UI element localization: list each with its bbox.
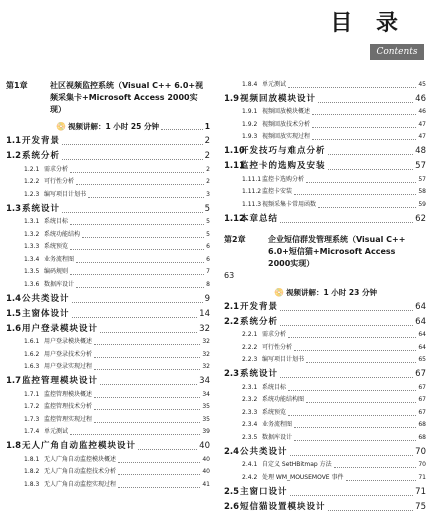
entry-number: 2.2.2 xyxy=(242,343,258,351)
entry-number: 1.10 xyxy=(224,146,245,156)
entry-page: 48 xyxy=(415,146,426,156)
toc-entry[interactable] xyxy=(224,366,426,381)
dot-leader xyxy=(76,287,204,288)
dot-leader xyxy=(161,129,203,130)
entry-page: 57 xyxy=(415,161,426,171)
toc-entry[interactable] xyxy=(6,478,210,491)
entry-number: 1.9.3 xyxy=(242,133,258,140)
toc-entry[interactable] xyxy=(224,211,426,226)
entry-number: 2.2.1 xyxy=(242,331,258,338)
entry-title: 系统设计 xyxy=(240,369,279,379)
entry-number: 2.4.2 xyxy=(242,473,258,481)
toc-entry[interactable] xyxy=(224,444,426,459)
entry-title: 视频回放模块概述 xyxy=(262,108,311,115)
entry-page: 7 xyxy=(206,268,210,275)
entry-title: 无人广角自动监控模块设计 xyxy=(22,441,137,451)
entry-title: 用户登录实现过程 xyxy=(44,363,93,370)
entry-number: 2.6 xyxy=(224,501,240,512)
dot-leader xyxy=(70,434,200,435)
entry-page: 14 xyxy=(199,308,210,319)
entry-number: 2.2.3 xyxy=(242,356,258,363)
entry-page: 57 xyxy=(418,175,426,183)
entry-number: 2.3.4 xyxy=(242,421,258,428)
toc-entry[interactable] xyxy=(224,431,426,444)
entry-page: 32 xyxy=(202,350,210,358)
entry-title: 系统功能结构 xyxy=(44,230,81,238)
entry-number: 1.2 xyxy=(6,151,22,161)
entry-number: 1.11.2 xyxy=(242,188,262,195)
entry-page: 8 xyxy=(206,280,210,288)
entry-number: 1.3 xyxy=(6,203,22,214)
entry-number: 1.8.1 xyxy=(24,455,40,463)
entry-number: 1.3.3 xyxy=(24,243,40,250)
dot-leader xyxy=(280,310,413,311)
toc-entry[interactable] xyxy=(6,201,210,216)
entry-page: 6 xyxy=(206,243,210,250)
chapter-number: 第2章 xyxy=(224,234,246,244)
entry-title: 监控管理模块设计 xyxy=(22,376,99,386)
toc-entry[interactable] xyxy=(224,143,426,158)
entry-title: 主窗口设计 xyxy=(240,486,288,497)
entry-page: 3 xyxy=(206,190,210,198)
entry-title: 数据库设计 xyxy=(262,433,293,441)
entry-title: 业务流程图 xyxy=(44,255,75,263)
dot-leader xyxy=(288,390,416,391)
dot-leader xyxy=(82,237,204,238)
entry-page: 70 xyxy=(418,461,426,468)
dot-leader xyxy=(70,172,204,173)
toc-entry[interactable] xyxy=(224,299,426,314)
dot-leader xyxy=(318,102,413,103)
dot-leader xyxy=(294,350,416,351)
entry-number: 1.11 xyxy=(224,161,245,171)
toc-entry[interactable] xyxy=(6,306,210,321)
entry-title: 视频回放技术分析 xyxy=(262,120,311,128)
dot-leader xyxy=(138,449,197,450)
entry-number: 1.3.4 xyxy=(24,255,40,263)
entry-page: 35 xyxy=(202,403,210,410)
entry-page: 47 xyxy=(418,120,426,128)
entry-title: 系统分析 xyxy=(240,316,279,327)
entry-number: 2.5 xyxy=(224,486,240,497)
toc-entry[interactable] xyxy=(6,188,210,201)
entry-title: 单元测试 xyxy=(262,80,287,88)
toc-entry[interactable] xyxy=(6,163,210,176)
toc-entry[interactable] xyxy=(224,499,426,514)
entry-title: 业务流程图 xyxy=(262,421,293,428)
entry-number: 1.11.1 xyxy=(242,175,262,183)
entry-number: 1.8.3 xyxy=(24,480,40,488)
dot-leader xyxy=(312,127,416,128)
entry-title: 自定义 SetHBitmap 方法 xyxy=(262,461,332,468)
entry-page: 47 xyxy=(418,133,426,140)
entry-page: 68 xyxy=(418,421,426,428)
entry-title: 数据库设计 xyxy=(44,280,75,288)
toc-entry[interactable] xyxy=(6,266,210,279)
entry-number: 1.7 xyxy=(6,376,22,386)
dot-leader xyxy=(346,480,417,481)
toc-entry[interactable] xyxy=(224,341,426,354)
entry-page: 45 xyxy=(418,80,426,88)
entry-title: 无人广角自动监控模块概述 xyxy=(44,455,117,463)
toc-entry[interactable] xyxy=(224,91,426,106)
toc-entry[interactable] xyxy=(224,419,426,432)
dot-leader xyxy=(94,357,200,358)
entry-page: 70 xyxy=(415,446,426,457)
entry-title: 监控卡选购分析 xyxy=(262,175,305,183)
entry-page: 64 xyxy=(415,301,426,312)
entry-page: 67 xyxy=(415,369,426,379)
entry-title: 短信猫设置模块设计 xyxy=(240,501,326,512)
entry-number: 1.9 xyxy=(224,93,240,104)
video-disc-icon: 📀 xyxy=(274,287,284,297)
toc-entry[interactable] xyxy=(6,438,210,453)
toc-entry[interactable] xyxy=(6,176,210,189)
toc-right-column xyxy=(224,78,426,514)
toc-entry[interactable] xyxy=(6,373,210,388)
entry-number: 1.7.3 xyxy=(24,415,40,423)
dot-leader xyxy=(62,212,203,213)
dot-leader xyxy=(94,409,200,410)
entry-title: 系统预览 xyxy=(44,243,69,250)
entry-title: 编码规则 xyxy=(44,268,69,275)
entry-title: 用户登录技术分析 xyxy=(44,350,93,358)
entry-number: 1.3.5 xyxy=(24,268,40,275)
toc-left-column xyxy=(6,78,210,491)
entry-title: 用户登录模块概述 xyxy=(44,338,93,345)
entry-page: 32 xyxy=(202,363,210,370)
entry-number: 1.8.2 xyxy=(24,468,40,475)
entry-title: 视频采集卡常用函数 xyxy=(262,200,317,208)
entry-number: 1.6.1 xyxy=(24,338,40,345)
entry-number: 2.3.5 xyxy=(242,433,258,441)
entry-title: 可行性分析 xyxy=(262,343,293,351)
dot-leader xyxy=(318,207,416,208)
toc-entry[interactable] xyxy=(6,388,210,401)
entry-page: 67 xyxy=(418,396,426,403)
entry-number: 1.2.1 xyxy=(24,165,40,173)
entry-number: 1.2.3 xyxy=(24,190,40,198)
dot-leader xyxy=(118,474,200,475)
entry-number: 1.8 xyxy=(6,441,22,451)
page-title: 目 录 xyxy=(330,11,406,36)
toc-entry[interactable] xyxy=(224,484,426,499)
toc-entry[interactable] xyxy=(224,78,426,91)
entry-number: 1.6.3 xyxy=(24,363,40,370)
dot-leader xyxy=(334,467,417,468)
toc-entry[interactable] xyxy=(6,133,210,148)
entry-page: 46 xyxy=(418,108,426,115)
entry-number: 1.8.4 xyxy=(242,80,258,88)
entry-title: 需求分析 xyxy=(44,165,69,173)
entry-title: 开发背景 xyxy=(22,136,61,146)
entry-title: 系统目标 xyxy=(262,383,287,391)
entry-page: 40 xyxy=(202,455,210,463)
entry-page: 2 xyxy=(206,165,210,173)
entry-title: 无人广角自动监控实现过程 xyxy=(44,480,117,488)
dot-leader xyxy=(72,317,198,318)
entry-page: 68 xyxy=(418,433,426,441)
entry-title: 可行性分析 xyxy=(44,178,75,185)
dot-leader xyxy=(288,337,416,338)
entry-title: 视频回放模块设计 xyxy=(240,93,317,104)
dot-leader xyxy=(70,249,204,250)
toc-entry[interactable] xyxy=(6,426,210,439)
video-duration-text: 视频讲解：1 小时 23 分钟 xyxy=(285,287,377,297)
dot-leader xyxy=(94,344,200,345)
toc-entry[interactable] xyxy=(224,459,426,472)
entry-title: 开发背景 xyxy=(240,301,279,312)
dot-leader xyxy=(94,422,200,423)
dot-leader xyxy=(306,182,416,183)
toc-entry[interactable] xyxy=(6,241,210,254)
toc-entry[interactable] xyxy=(224,329,426,342)
entry-page: 75 xyxy=(415,501,426,512)
dot-leader xyxy=(94,397,200,398)
entry-number: 1.6 xyxy=(6,323,22,334)
contents-badge: Contents xyxy=(370,44,424,60)
toc-entry[interactable] xyxy=(224,406,426,419)
entry-page: 35 xyxy=(202,415,210,423)
dot-leader xyxy=(62,144,203,145)
toc-entry[interactable] xyxy=(224,198,426,211)
dot-leader xyxy=(118,462,200,463)
entry-page: 62 xyxy=(415,213,426,224)
toc-entry[interactable] xyxy=(224,354,426,367)
entry-title: 系统设计 xyxy=(22,203,61,214)
entry-number: 1.9.1 xyxy=(242,108,258,115)
entry-page: 2 xyxy=(204,151,210,161)
toc-entry[interactable] xyxy=(6,453,210,466)
chapter-heading[interactable] xyxy=(224,234,426,282)
entry-title: 主窗体设计 xyxy=(22,308,70,319)
entry-title: 编写项目计划书 xyxy=(262,356,305,363)
entry-number: 1.11.3 xyxy=(242,200,262,208)
entry-title: 编写项目计划书 xyxy=(44,190,87,198)
dot-leader xyxy=(294,194,416,195)
toc-entry[interactable] xyxy=(224,394,426,407)
dot-leader xyxy=(76,184,204,185)
entry-page: 71 xyxy=(418,473,426,481)
dot-leader xyxy=(312,139,416,140)
dot-leader xyxy=(306,362,416,363)
toc-entry[interactable] xyxy=(224,173,426,186)
entry-page: 34 xyxy=(202,390,210,398)
entry-page: 59 xyxy=(418,200,426,208)
chapter-heading[interactable] xyxy=(6,80,210,116)
toc-entry[interactable] xyxy=(6,413,210,426)
entry-title: 系统目标 xyxy=(44,218,69,225)
entry-number: 1.5 xyxy=(6,308,22,319)
entry-number: 2.4 xyxy=(224,446,240,457)
entry-page: 64 xyxy=(415,316,426,327)
dot-leader xyxy=(290,455,414,456)
dot-leader xyxy=(72,302,203,303)
toc-entry[interactable] xyxy=(6,466,210,479)
entry-number: 1.12 xyxy=(224,213,245,224)
entry-page: 5 xyxy=(206,230,210,238)
toc-entry[interactable] xyxy=(224,471,426,484)
entry-page: 2 xyxy=(206,178,210,185)
dot-leader xyxy=(280,377,413,378)
entry-page: 65 xyxy=(418,356,426,363)
toc-entry[interactable] xyxy=(6,278,210,291)
toc-entry[interactable] xyxy=(6,361,210,374)
entry-page: 40 xyxy=(202,468,210,475)
entry-page: 67 xyxy=(418,408,426,416)
entry-title: 系统分析 xyxy=(22,151,61,161)
toc-list xyxy=(224,78,426,226)
entry-title: 需求分析 xyxy=(262,331,287,338)
dot-leader xyxy=(328,169,414,170)
dot-leader xyxy=(76,262,204,263)
toc-entry[interactable] xyxy=(224,381,426,394)
entry-number: 1.6.2 xyxy=(24,350,40,358)
entry-title: 监控管理技术分析 xyxy=(44,403,93,410)
entry-page: 41 xyxy=(202,480,210,488)
dot-leader xyxy=(280,222,413,223)
video-duration-text: 视频讲解：1 小时 25 分钟 xyxy=(67,122,159,131)
entry-title: 本章总结 xyxy=(240,213,279,224)
dot-leader xyxy=(294,427,416,428)
dot-leader xyxy=(100,332,197,333)
video-duration-line xyxy=(6,119,210,133)
entry-page: 64 xyxy=(418,331,426,338)
entry-number: 1.7.2 xyxy=(24,403,40,410)
toc-entry[interactable] xyxy=(6,291,210,306)
video-page: 1 xyxy=(204,122,210,131)
entry-number: 1.7.4 xyxy=(24,428,40,435)
entry-page: 71 xyxy=(415,486,426,497)
entry-page: 64 xyxy=(418,343,426,351)
chapter-title: 企业短信群发管理系统（Visual C++ 6.0+短信猫+Microsoft Access 2000实现） xyxy=(268,234,406,268)
dot-leader xyxy=(312,114,416,115)
entry-page: 46 xyxy=(415,93,426,104)
entry-title: 处理 WM_MOUSEMOVE 事件 xyxy=(262,473,344,481)
dot-leader xyxy=(328,510,414,511)
entry-page: 34 xyxy=(199,376,210,386)
dot-leader xyxy=(288,415,416,416)
entry-page: 40 xyxy=(199,441,210,451)
toc-entry[interactable] xyxy=(6,348,210,361)
entry-number: 1.2.2 xyxy=(24,178,40,185)
dot-leader xyxy=(290,495,414,496)
dot-leader xyxy=(70,224,204,225)
entry-number: 1.3.2 xyxy=(24,230,40,238)
entry-title: 监控管理模块概述 xyxy=(44,390,93,398)
toc-entry[interactable] xyxy=(224,158,426,173)
toc-entry[interactable] xyxy=(224,118,426,131)
entry-title: 系统预览 xyxy=(262,408,287,416)
dot-leader xyxy=(62,159,203,160)
toc-entry[interactable] xyxy=(224,106,426,119)
dot-leader xyxy=(118,487,200,488)
toc-entry[interactable] xyxy=(6,253,210,266)
dot-leader xyxy=(70,274,204,275)
entry-page: 32 xyxy=(199,323,210,334)
entry-page: 2 xyxy=(204,136,210,146)
entry-page: 5 xyxy=(206,218,210,225)
entry-title: 公共类设计 xyxy=(240,446,288,457)
dot-leader xyxy=(288,87,416,88)
entry-number: 2.3.1 xyxy=(242,383,258,391)
entry-title: 开发技巧与难点分析 xyxy=(240,146,326,156)
entry-number: 1.1 xyxy=(6,136,22,146)
entry-title: 无人广角自动监控技术分析 xyxy=(44,468,117,475)
toc-entry[interactable] xyxy=(6,321,210,336)
toc-entry[interactable] xyxy=(224,131,426,144)
toc-entry[interactable] xyxy=(224,314,426,329)
chapter-page: 63 xyxy=(224,270,235,280)
entry-number: 1.3.6 xyxy=(24,280,40,288)
dot-leader xyxy=(306,402,416,403)
chapter-title: 社区视频监控系统（Visual C++ 6.0+视频采集卡+Microsoft Access 2000实现） xyxy=(50,81,204,114)
toc-entry[interactable] xyxy=(6,336,210,349)
entry-page: 9 xyxy=(204,293,210,304)
entry-page: 32 xyxy=(202,338,210,345)
entry-page: 58 xyxy=(418,188,426,195)
entry-number: 2.4.1 xyxy=(242,461,258,468)
toc-entry[interactable] xyxy=(6,216,210,229)
entry-title: 视频回放实现过程 xyxy=(262,133,311,140)
toc-entry[interactable] xyxy=(224,186,426,199)
dot-leader xyxy=(328,154,414,155)
video-disc-icon: 📀 xyxy=(56,122,66,131)
video-duration-line xyxy=(224,285,426,299)
entry-number: 2.3 xyxy=(224,369,240,379)
entry-title: 监控管理实现过程 xyxy=(44,415,93,423)
dot-leader xyxy=(94,369,200,370)
entry-number: 1.7.1 xyxy=(24,390,40,398)
entry-title: 公共类设计 xyxy=(22,293,70,304)
entry-number: 2.3.3 xyxy=(242,408,258,416)
entry-number: 2.1 xyxy=(224,301,240,312)
entry-title: 监控卡的选购及安装 xyxy=(240,161,326,171)
entry-number: 2.3.2 xyxy=(242,396,258,403)
entry-title: 监控卡安装 xyxy=(262,188,293,195)
entry-page: 39 xyxy=(202,428,210,435)
entry-number: 2.2 xyxy=(224,316,240,327)
entry-page: 6 xyxy=(206,255,210,263)
entry-title: 系统功能结构图 xyxy=(262,396,305,403)
entry-title: 单元测试 xyxy=(44,428,69,435)
entry-number: 1.9.2 xyxy=(242,120,258,128)
dot-leader xyxy=(88,197,204,198)
entry-number: 1.4 xyxy=(6,293,22,304)
chapter-number: 第1章 xyxy=(6,81,28,90)
toc-list xyxy=(6,133,210,491)
entry-page: 67 xyxy=(418,383,426,391)
entry-title: 用户登录模块设计 xyxy=(22,323,99,334)
entry-page: 5 xyxy=(204,203,210,214)
toc-entry[interactable] xyxy=(6,148,210,163)
toc-entry[interactable] xyxy=(6,401,210,414)
toc-entry[interactable] xyxy=(6,228,210,241)
toc-list xyxy=(224,299,426,514)
dot-leader xyxy=(100,384,197,385)
dot-leader xyxy=(280,325,413,326)
dot-leader xyxy=(294,440,416,441)
entry-number: 1.3.1 xyxy=(24,218,40,225)
